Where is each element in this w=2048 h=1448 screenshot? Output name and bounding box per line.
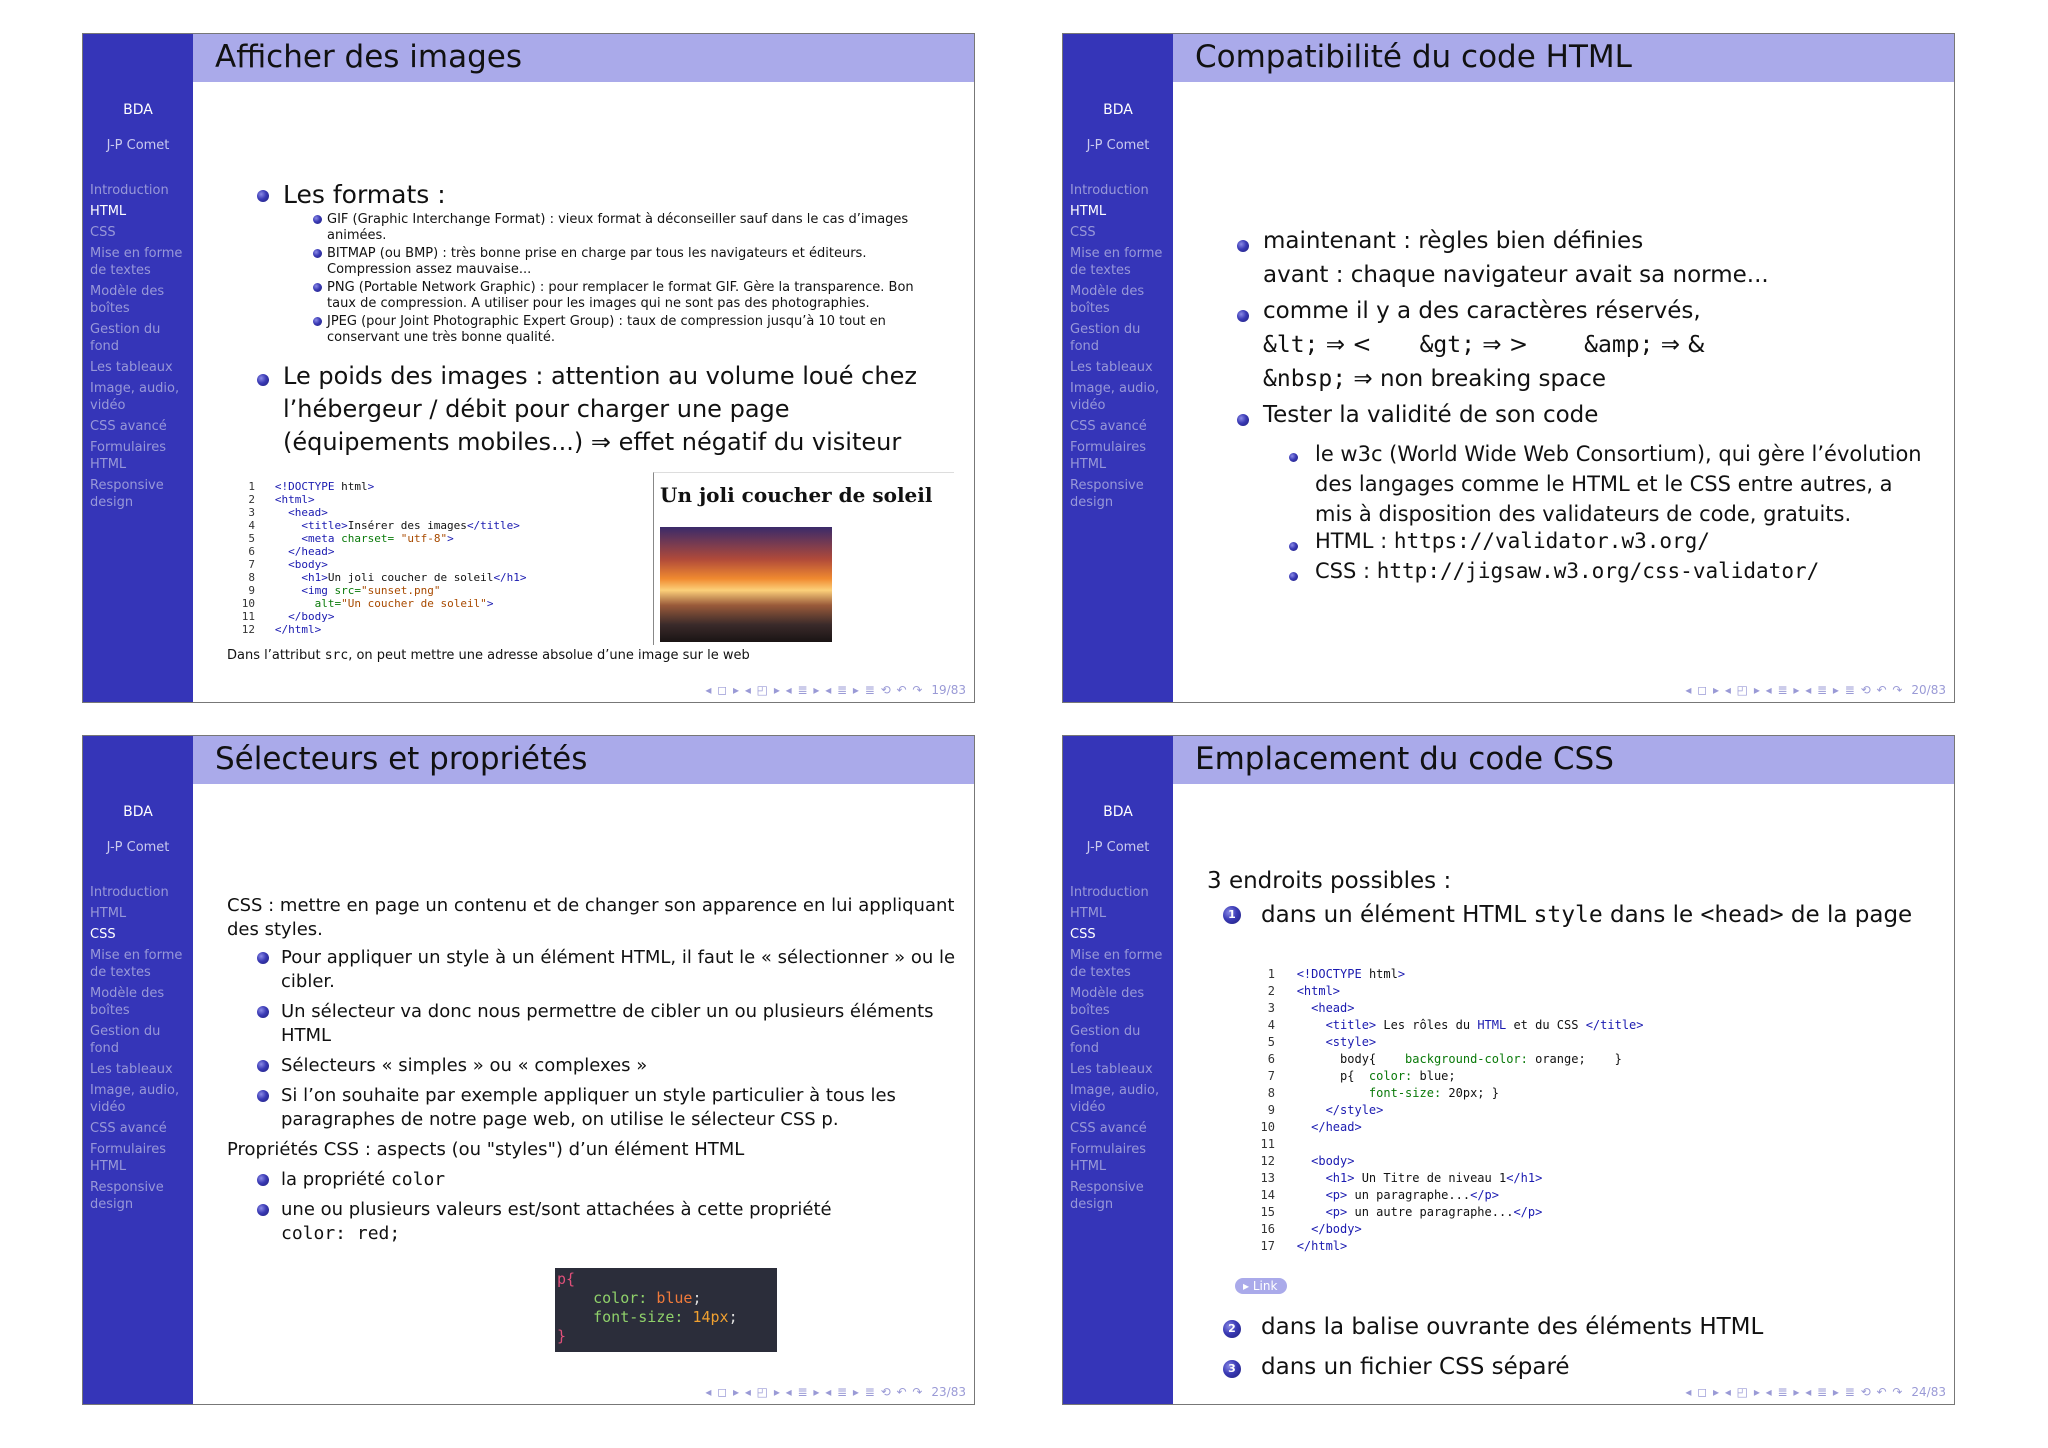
sidebar-nav bbox=[90, 182, 190, 515]
beamer-nav-icons[interactable]: ◂ ◻ ▸ ◂ ◰ ▸ ◂ ≣ ▸ ◂ ≣ ▸ ≣ ⟲ ↶ ↷ bbox=[1685, 683, 1904, 697]
bullet-icon bbox=[1237, 414, 1249, 426]
sidebar-title: BDA bbox=[123, 102, 153, 118]
slide-content bbox=[1173, 82, 1954, 702]
css-validator: CSS : http://jigsaw.w3.org/css-validator/ bbox=[1315, 559, 1820, 583]
nav-item-css[interactable]: CSS bbox=[90, 225, 116, 240]
nav-item-introduction[interactable]: Introduction bbox=[90, 885, 169, 900]
slide-titlebar bbox=[1173, 34, 1954, 82]
beamer-nav-icons[interactable]: ◂ ◻ ▸ ◂ ◰ ▸ ◂ ≣ ▸ ◂ ≣ ▸ ≣ ⟲ ↶ ↷ bbox=[1685, 1385, 1904, 1399]
sidebar-author: J-P Comet bbox=[1086, 138, 1150, 153]
sidebar bbox=[1063, 34, 1173, 702]
compat-maintenant: maintenant : règles bien définies bbox=[1263, 228, 1644, 254]
nav-item-css-avance[interactable]: CSS avancé bbox=[90, 1121, 167, 1136]
nav-item-mise-en-forme[interactable]: Mise en forme de textes bbox=[1070, 246, 1163, 278]
nav-item-responsive[interactable]: Responsive design bbox=[1070, 1180, 1144, 1212]
slide-footer bbox=[705, 1385, 966, 1399]
selector-bullet-4: Si l’on souhaite par exemple appliquer un style particulier à tous les paragraphes de notre page web, on utilise le sélecteur CSS p. bbox=[281, 1085, 896, 1130]
src-note: Dans l’attribut src, on peut mettre une adresse absolue d’une image sur le web bbox=[227, 648, 750, 663]
bullet-icon bbox=[257, 1204, 269, 1216]
slide-footer bbox=[705, 683, 966, 697]
slide-titlebar bbox=[1173, 736, 1954, 784]
nav-item-modele-boites[interactable]: Modèle des boîtes bbox=[1070, 284, 1145, 316]
css-locations-intro: 3 endroits possibles : bbox=[1207, 868, 1452, 894]
selector-bullet-3: Sélecteurs « simples » ou « complexes » bbox=[281, 1055, 648, 1076]
compat-tester: Tester la validité de son code bbox=[1263, 402, 1599, 428]
bullet-icon bbox=[257, 1174, 269, 1186]
sidebar-nav bbox=[90, 884, 190, 1217]
format-bmp: BITMAP (ou BMP) : très bonne prise en charge par tous les navigateurs et éditeurs. Compression assez mauvaise... bbox=[327, 246, 867, 277]
page-number: 20/83 bbox=[1911, 683, 1946, 697]
number-3-icon: 3 bbox=[1223, 1360, 1241, 1378]
html-validator-link[interactable]: https://validator.w3.org/ bbox=[1393, 529, 1710, 553]
slide-title: Afficher des images bbox=[215, 39, 523, 75]
nav-item-modele-boites[interactable]: Modèle des boîtes bbox=[90, 986, 165, 1018]
page-number: 23/83 bbox=[931, 1385, 966, 1399]
number-1-icon: 1 bbox=[1223, 906, 1241, 924]
location-1: dans un élément HTML style dans le <head> de la page bbox=[1261, 902, 1913, 928]
bullet-icon bbox=[1289, 453, 1298, 462]
sidebar bbox=[83, 34, 193, 702]
nav-item-modele-boites[interactable]: Modèle des boîtes bbox=[1070, 986, 1145, 1018]
slide-titlebar bbox=[193, 736, 974, 784]
slide-titlebar bbox=[193, 34, 974, 82]
beamer-nav-icons[interactable]: ◂ ◻ ▸ ◂ ◰ ▸ ◂ ≣ ▸ ◂ ≣ ▸ ≣ ⟲ ↶ ↷ bbox=[705, 683, 924, 697]
css-snippet-image: p{ color: blue; font-size: 14px; } bbox=[555, 1268, 777, 1352]
nav-item-gestion-fond[interactable]: Gestion du fond bbox=[90, 322, 161, 354]
nav-item-html[interactable]: HTML bbox=[90, 204, 127, 219]
nav-item-tableaux[interactable]: Les tableaux bbox=[90, 360, 173, 375]
page-number: 19/83 bbox=[931, 683, 966, 697]
slide-24 bbox=[1062, 735, 1955, 1405]
sidebar-title: BDA bbox=[1103, 102, 1133, 118]
nav-item-image-audio-video[interactable]: Image, audio, vidéo bbox=[1070, 381, 1160, 413]
bullet-icon bbox=[257, 374, 269, 386]
bullet-icon bbox=[1289, 542, 1298, 551]
sunset-image bbox=[660, 527, 832, 642]
bullet-icon bbox=[313, 317, 322, 326]
format-gif: GIF (Graphic Interchange Format) : vieux format à déconseiller sauf dans le cas d’images animées. bbox=[327, 212, 909, 243]
nav-item-tableaux[interactable]: Les tableaux bbox=[1070, 1062, 1153, 1077]
bullet-icon bbox=[257, 190, 269, 202]
bullet-icon bbox=[313, 215, 322, 224]
nav-item-html[interactable]: HTML bbox=[1070, 204, 1107, 219]
compat-avant: avant : chaque navigateur avait sa norme... bbox=[1263, 262, 1769, 288]
slide-20 bbox=[1062, 33, 1955, 703]
slide-content bbox=[193, 784, 974, 1404]
page-number: 24/83 bbox=[1911, 1385, 1946, 1399]
nav-item-responsive[interactable]: Responsive design bbox=[1070, 478, 1144, 510]
entities-line: &lt; ⇒ < &gt; ⇒ > &amp; ⇒ & bbox=[1263, 332, 1706, 358]
html-validator: HTML : https://validator.w3.org/ bbox=[1315, 529, 1710, 553]
slide-content bbox=[193, 82, 974, 702]
bullet-icon bbox=[257, 1060, 269, 1072]
nav-item-css-avance[interactable]: CSS avancé bbox=[1070, 419, 1147, 434]
sidebar-author: J-P Comet bbox=[1086, 840, 1150, 855]
nav-item-tableaux[interactable]: Les tableaux bbox=[90, 1062, 173, 1077]
prop-color: la propriété color bbox=[281, 1169, 446, 1190]
slide-19 bbox=[82, 33, 975, 703]
nav-item-image-audio-video[interactable]: Image, audio, vidéo bbox=[90, 1083, 180, 1115]
prop-values: une ou plusieurs valeurs est/sont attachées à cette propriété bbox=[281, 1199, 832, 1220]
bullet-icon bbox=[313, 249, 322, 258]
location-2: dans la balise ouvrante des éléments HTML bbox=[1261, 1314, 1764, 1340]
sidebar-nav bbox=[1070, 884, 1170, 1217]
beamer-nav-icons[interactable]: ◂ ◻ ▸ ◂ ◰ ▸ ◂ ≣ ▸ ◂ ≣ ▸ ≣ ⟲ ↶ ↷ bbox=[705, 1385, 924, 1399]
slide-title: Sélecteurs et propriétés bbox=[215, 741, 588, 777]
nav-item-css[interactable]: CSS bbox=[1070, 225, 1096, 240]
nav-item-html[interactable]: HTML bbox=[1070, 906, 1107, 921]
location-3: dans un fichier CSS séparé bbox=[1261, 1354, 1570, 1380]
nav-item-mise-en-forme[interactable]: Mise en forme de textes bbox=[90, 246, 183, 278]
nav-item-gestion-fond[interactable]: Gestion du fond bbox=[1070, 322, 1141, 354]
bullet-icon bbox=[313, 283, 322, 292]
nav-item-mise-en-forme[interactable]: Mise en forme de textes bbox=[90, 948, 183, 980]
bullet-icon bbox=[257, 1006, 269, 1018]
preview-heading: Un joli coucher de soleil bbox=[660, 483, 933, 507]
link-button[interactable]: ▸ Link bbox=[1235, 1278, 1287, 1294]
compat-reserves: comme il y a des caractères réservés, bbox=[1263, 298, 1701, 324]
nav-item-html[interactable]: HTML bbox=[90, 906, 127, 921]
nav-item-image-audio-video[interactable]: Image, audio, vidéo bbox=[90, 381, 180, 413]
sidebar-title: BDA bbox=[123, 804, 153, 820]
nav-item-formulaires[interactable]: Formulaires HTML bbox=[90, 1142, 167, 1174]
browser-preview bbox=[653, 472, 954, 645]
nav-item-css[interactable]: CSS bbox=[1070, 927, 1096, 942]
bullet-poids: Le poids des images : attention au volume loué chez l’hébergeur / débit pour charger une page (équipements mobiles...) ⇒ effet négatif du visiteur bbox=[283, 362, 917, 456]
nav-item-gestion-fond[interactable]: Gestion du fond bbox=[90, 1024, 161, 1056]
nav-item-introduction[interactable]: Introduction bbox=[90, 183, 169, 198]
props-intro: Propriétés CSS : aspects (ou "styles") d’un élément HTML bbox=[227, 1139, 745, 1160]
selector-bullet-1: Pour appliquer un style à un élément HTML, il faut le « sélectionner » ou le cibler. bbox=[281, 947, 956, 992]
nav-item-css-avance[interactable]: CSS avancé bbox=[1070, 1121, 1147, 1136]
nav-item-introduction[interactable]: Introduction bbox=[1070, 183, 1149, 198]
nav-item-gestion-fond[interactable]: Gestion du fond bbox=[1070, 1024, 1141, 1056]
selector-bullet-2: Un sélecteur va donc nous permettre de cibler un ou plusieurs éléments HTML bbox=[281, 1001, 934, 1046]
sidebar bbox=[83, 736, 193, 1404]
css-validator-link[interactable]: http://jigsaw.w3.org/css-validator/ bbox=[1376, 559, 1820, 583]
number-2-icon: 2 bbox=[1223, 1320, 1241, 1338]
nav-item-image-audio-video[interactable]: Image, audio, vidéo bbox=[1070, 1083, 1160, 1115]
css-intro: CSS : mettre en page un contenu et de changer son apparence en lui appliquant des styles. bbox=[227, 895, 955, 940]
nav-item-formulaires[interactable]: Formulaires HTML bbox=[90, 440, 167, 472]
slide-content bbox=[1173, 784, 1954, 1404]
entity-nbsp: &nbsp; ⇒ non breaking space bbox=[1263, 366, 1607, 392]
css-code-block: 1 <!DOCTYPE html> 2 <html> 3 <head> 4 <title> Les rôles du HTML et du CSS </title> 5 <style> 6 body{ background-color: orange; } 7 p{ color: blue; 8 font-size: 20px; } 9 </style> 10 </head> 11 12 <body> 13 <h1> Un Titre de niveau 1</h1> 14 <p> un paragraphe...</p> 15 <p> un autre paragraphe...</p> 16 </body> 17 </html> bbox=[1260, 967, 1644, 1253]
nav-item-css[interactable]: CSS bbox=[90, 927, 116, 942]
nav-item-modele-boites[interactable]: Modèle des boîtes bbox=[90, 284, 165, 316]
bullet-icon bbox=[1237, 240, 1249, 252]
nav-item-mise-en-forme[interactable]: Mise en forme de textes bbox=[1070, 948, 1163, 980]
slide-title: Compatibilité du code HTML bbox=[1195, 39, 1632, 75]
bullet-icon bbox=[257, 1090, 269, 1102]
slide-title: Emplacement du code CSS bbox=[1195, 741, 1614, 777]
sidebar-author: J-P Comet bbox=[106, 840, 170, 855]
slide-footer bbox=[1685, 1385, 1946, 1399]
format-png: PNG (Portable Network Graphic) : pour remplacer le format GIF. Gère la transparence. Bon taux de compression. A utiliser pour les images qui ne sont pas des photographies. bbox=[327, 280, 914, 311]
nav-item-responsive[interactable]: Responsive design bbox=[90, 1180, 164, 1212]
sidebar-title: BDA bbox=[1103, 804, 1133, 820]
prop-values-code: color: red; bbox=[281, 1223, 401, 1244]
nav-item-tableaux[interactable]: Les tableaux bbox=[1070, 360, 1153, 375]
nav-item-formulaires[interactable]: Formulaires HTML bbox=[1070, 440, 1147, 472]
nav-item-introduction[interactable]: Introduction bbox=[1070, 885, 1149, 900]
bullet-icon bbox=[257, 952, 269, 964]
slide-23 bbox=[82, 735, 975, 1405]
format-jpeg: JPEG (pour Joint Photographic Expert Group) : taux de compression jusqu’à 10 tout en conservant une très bonne qualité. bbox=[327, 314, 886, 345]
w3c-text: le w3c (World Wide Web Consortium), qui gère l’évolution des langages comme le HTML et le CSS entre autres, a mis à disposition des validateurs de code, gratuits. bbox=[1315, 442, 1922, 526]
sidebar-author: J-P Comet bbox=[106, 138, 170, 153]
bullet-formats: Les formats : bbox=[283, 180, 446, 209]
bullet-icon bbox=[1289, 572, 1298, 581]
nav-item-css-avance[interactable]: CSS avancé bbox=[90, 419, 167, 434]
sidebar bbox=[1063, 736, 1173, 1404]
nav-item-formulaires[interactable]: Formulaires HTML bbox=[1070, 1142, 1147, 1174]
sidebar-nav bbox=[1070, 182, 1170, 515]
nav-item-responsive[interactable]: Responsive design bbox=[90, 478, 164, 510]
slide-footer bbox=[1685, 683, 1946, 697]
bullet-icon bbox=[1237, 310, 1249, 322]
html-code-block: 1 <!DOCTYPE html> 2 <html> 3 <head> 4 <title>Insérer des images</title> 5 <meta charset= "utf-8"> 6 </head> 7 <body> 8 <h1>Un joli coucher de soleil</h1> 9 <img src="sunset.png" 10 alt="Un coucher de soleil"> 11 </body> 12 </html> bbox=[241, 480, 527, 636]
